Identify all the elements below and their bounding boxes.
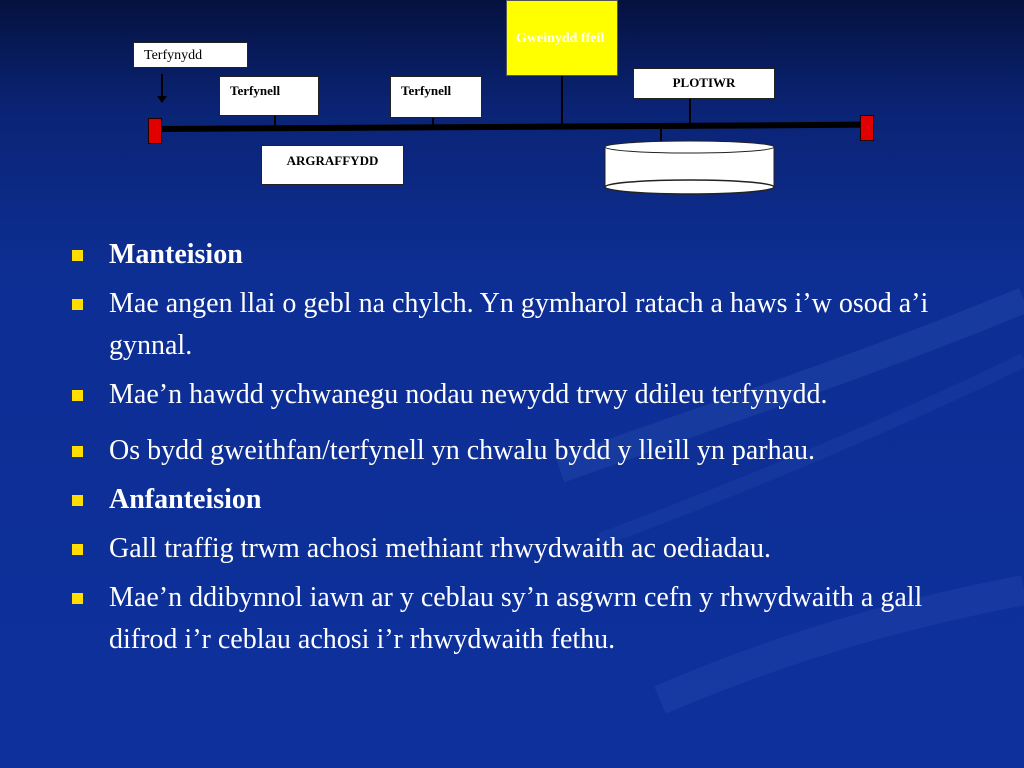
bus-backbone-cable [160, 122, 866, 132]
storage-cylinder [604, 140, 775, 196]
plotter-label: PLOTIWR [672, 75, 736, 90]
workstation-node-2 [390, 76, 482, 118]
workstation-node-1 [219, 76, 319, 116]
bullet-item [70, 374, 990, 416]
bullet-item-disadvantages-heading [70, 479, 990, 521]
bullet-text: Anfanteision [109, 484, 262, 515]
bullet-text: Mae’n hawdd ychwanegu nodau newydd trwy ddileu terfynydd. [109, 379, 828, 410]
plotter-connector [689, 99, 691, 127]
bullet-square-icon [72, 299, 83, 310]
bullet-square-icon [72, 390, 83, 401]
file-server-label: Gweinydd ffeil [516, 31, 605, 46]
terminator-right [860, 115, 874, 141]
workstation-label-2: Terfynell [401, 83, 452, 98]
printer-node [261, 145, 404, 185]
file-server-node [506, 0, 618, 76]
file-server-connector [561, 76, 563, 128]
arrow-down-icon [157, 96, 167, 103]
printer-label: ARGRAFFYDD [286, 153, 379, 168]
bullet-text: Manteision [109, 239, 243, 270]
bullet-square-icon [72, 250, 83, 261]
bullet-text: Gall traffig trwm achosi methiant rhwydwaith ac oediadau. [109, 533, 771, 564]
workstation-2-connector [432, 118, 434, 128]
bullet-text: Mae’n ddibynnol iawn ar y ceblau sy’n asgwrn cefn y rhwydwaith a gall difrod i’r ceblau achosi i’r rhwydwaith fethu. [109, 582, 923, 655]
bullet-list [70, 234, 990, 668]
plotter-node [633, 68, 775, 99]
bus-network-diagram [0, 0, 1024, 200]
bullet-square-icon [72, 593, 83, 604]
bullet-text: Mae angen llai o gebl na chylch. Yn gymharol ratach a haws i’w osod a’i gynnal. [109, 288, 929, 361]
bullet-item-advantages-heading [70, 234, 990, 276]
bullet-square-icon [72, 495, 83, 506]
terminator-left [148, 118, 162, 144]
bullet-square-icon [72, 544, 83, 555]
terminator-label-text: Terfynydd [144, 48, 203, 63]
bullet-item [70, 528, 990, 570]
bullet-square-icon [72, 446, 83, 457]
workstation-label-1: Terfynell [230, 83, 281, 98]
bullet-item [70, 430, 990, 472]
terminator-label [133, 42, 248, 68]
bullet-item [70, 283, 990, 367]
workstation-1-connector [274, 116, 276, 128]
bullet-item [70, 577, 990, 661]
bullet-text: Os bydd gweithfan/terfynell yn chwalu bydd y lleill yn parhau. [109, 435, 816, 466]
